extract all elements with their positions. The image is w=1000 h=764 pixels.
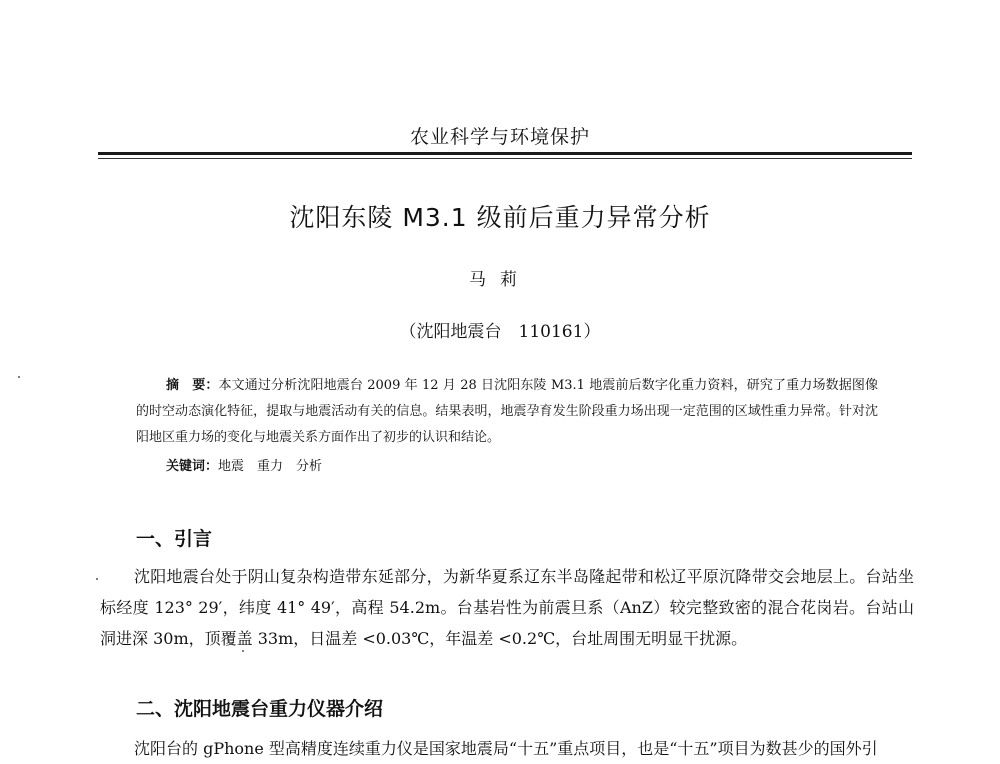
header-rule-thin (98, 158, 912, 159)
abstract-text: 本文通过分析沈阳地震台 2009 年 12 月 28 日沈阳东陵 M3.1 地震前后数字化重力资料，研究了重力场数据图像的时空动态演化特征，提取与地震活动有关的信息。结果表明，地震孕育发生阶段重力场出现一定范围的区域性重力异常。针对沈阳地区重力场的变化与地震关系方面作出了初步的认识和结论。 (136, 378, 878, 445)
scan-speck (242, 650, 244, 652)
instrument-paragraph-partial: 沈阳台的 gPhone 型高精度连续重力仪是国家地震局“十五”重点项目，也是“十五”项目为数甚少的国外引 (134, 739, 878, 758)
keywords-label: 关键词： (166, 459, 219, 474)
author-name: 马莉 (469, 270, 531, 290)
header-rule-thick (98, 152, 912, 155)
introduction-paragraph: 沈阳地震台处于阴山复杂构造带东延部分，为新华夏系辽东半岛隆起带和松辽平原沉降带交会地层上。台站坐标经度 123° 29′，纬度 41° 49′，高程 54.2m。台基岩性为前震旦系（AnZ）较完整致密的混合花岗岩。台站山洞进深 30m，顶覆盖 33m，日温差 <0.03℃，年温差 <0.2℃，台址周围无明显干扰源。 (100, 567, 914, 648)
abstract (136, 373, 878, 451)
journal-header: 农业科学与环境保护 (409, 126, 590, 148)
keywords-text: 地震 重力 分析 (218, 459, 323, 474)
paper-title: 沈阳东陵 M3.1 级前后重力异常分析 (289, 203, 711, 232)
section-heading-introduction: 一、引言 (136, 528, 213, 550)
author-affiliation: （沈阳地震台 110161） (399, 322, 601, 342)
scan-speck (96, 578, 98, 580)
scan-speck (18, 376, 20, 378)
keywords (166, 455, 322, 474)
section-heading-instrument: 二、沈阳地震台重力仪器介绍 (136, 698, 384, 720)
abstract-label: 摘 要： (166, 378, 219, 393)
